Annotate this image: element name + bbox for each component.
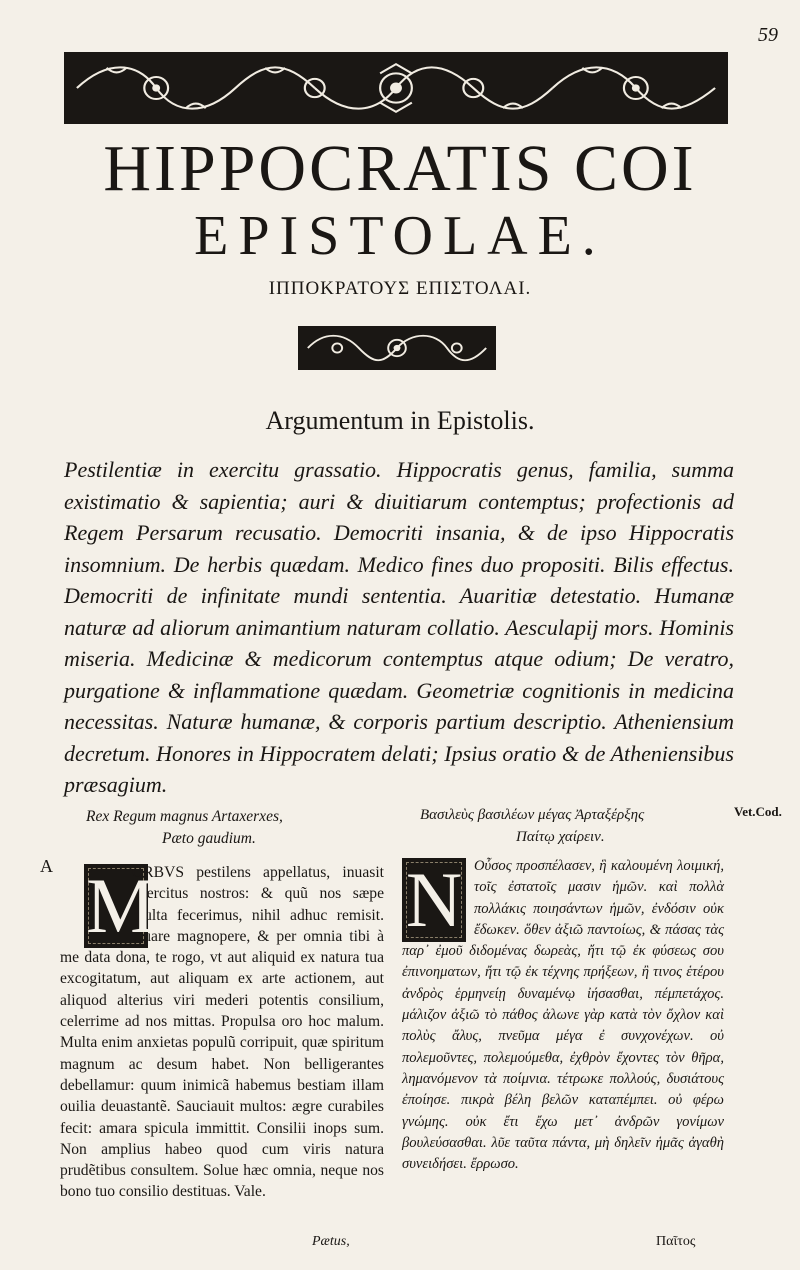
greek-salutation-line-1: Βασιλεὺς βασιλέων μέγας Ἀρταξέρξης: [420, 807, 645, 823]
argument-summary: Pestilentiæ in exercitu grassatio. Hippocratis genus, familia, summa existimatio & sapientia; auri & diuitiarum contemptus; profectionis ad Regem Persarum recusatio. Democriti insania, & de ipso Hippocratis insomnium. De herbis quædam. Medico fines duo propositi. Bilis effectus. Democriti de infinitate mundi sententia. Auaritiæ detestatio. Humanæ naturæ ad aliorum animantium naturam collatio. Aesculapij mors. Hominis miseria. Medicinæ & medicorum contemptus atque odium; De veratro, purgatione & inflammatione quædam. Geometriæ cognitionis in medicina necessitas. Naturæ humanæ, & corporis partium descriptio. Atheniensium decretum. Honores in Hippocratem delati; Ipsius oratio & de Atheniensibus præsagium.: [64, 457, 734, 797]
page-number: 59: [758, 24, 778, 46]
margin-note: Vet.Cod.: [734, 804, 782, 819]
latin-salutation-line-1: Rex Regum magnus Artaxerxes,: [86, 808, 283, 825]
latin-salutation-line-2: Pæto gaudium.: [162, 830, 256, 847]
catchword-greek: Παῖτος: [656, 1234, 696, 1249]
greek-salutation-line-2: Παίτῳ χαίρειν.: [516, 829, 605, 845]
page-subtitle: EPISTOLAE.: [194, 205, 606, 267]
page-title: HIPPOCRATIS COI: [103, 132, 697, 205]
margin-letter: A: [40, 856, 53, 876]
greek-salutation: [420, 804, 720, 848]
catchword-latin: Pætus,: [312, 1234, 350, 1249]
argument-heading: Argumentum in Epistolis.: [265, 406, 535, 435]
greek-title: ΙΠΠΟΚΡΑΤΟΥΣ ΕΠΙΣΤΟΛΑΙ.: [268, 278, 532, 299]
decorative-header-band: [64, 52, 728, 124]
floral-ornament-icon: [67, 55, 725, 121]
decorative-tailpiece: [298, 326, 496, 370]
latin-letter-text: ORBVS pestilens appellatus, inuasit exercitus nostros: & quũ nos sæpe multa fecerimus, nihil adhuc remisit. Quare magnopere, & per omnia tibi à me data dona, te rogo, vt aut aliquid ex natura tua excogitatum, aut aliquam ex arte actionem, aut aliquod alterius viri mederi potentis consilium, celerrime ad nos mittas. Propulsa oro hoc malum. Multa enim anxietas populũ corripuit, quæ spiritum magnum ac desum habet. Non belligerantes debellamur: quum inimicã habemus bestiam illam ouilia deuastantẽ. Sauciauit multos: ægre curabiles fecit: amara spicula immittit. Consilii inops sum. Non amplius habeo quod cum viris natura prudẽtibus consultem. Solue hæc omnia, neque nos bono tuo consilio destituas. Vale.: [60, 864, 384, 1201]
latin-salutation: [86, 806, 366, 850]
scroll-ornament-icon: [300, 328, 494, 368]
decorated-initial-greek: [402, 858, 466, 942]
decorated-initial-latin: [84, 862, 156, 949]
initial-letter-latin: M: [86, 862, 156, 949]
initial-letter-greek: N: [405, 856, 463, 943]
greek-letter-text: Οὖσος προσπέλασεν, ἣ καλουμένη λοιμική, τοῖς ἐστατοῖς μασιν ἡμῶν. καὶ πολλὰ πολλάκις ποιησάντων ἡμῶν, ἐνδόσιν οὐκ ἔδωκεν. ὅθεν ἀξιῶ παντοίως, & πάσας τὰς παρ᾽ ἐμοῦ διδομένας δωρεὰς, ἤτι τῷ ἐκ φύσεως σου ἐπινοηματων, ἤτι τῷ ἐκ τέχνης πρήξεων, ἢ τινος ἑτέρου ἀνδρὸς ἑρμηνείῃ δυναμένῳ ἰήσασθαι, πέμπετάχος. μάλιζον ἀξιῶ τὸ πάθος ἀλωνε γὰρ κατὰ τὸν ὄχλον καὶ πολὺς ἄλυς, πνεῦμα μέγα ἐ συνχονέχων. οὐ πολεμοῦντες, πολεμούμεθα, ἐχθρὸν ἔχοντες τὸν θῆρα, λημανόμενον τὰ ποίμνια. τέτρωκε πολλούς, δυσιάτους ἐποίησε. πικρὰ βέλη βελῶν καταπέμπει. οὐ φέρω γνώμης. οὐκ ἔτι ἔχω μετ᾽ ἀνδρῶν γονίμων βουλεύσασθαι. λῦε ταῦτα πάντα, μὴ δηλεῖν ἡμᾶς ἀγαθὴ συνειδήσει. ἔρρωσο.: [402, 858, 724, 1173]
